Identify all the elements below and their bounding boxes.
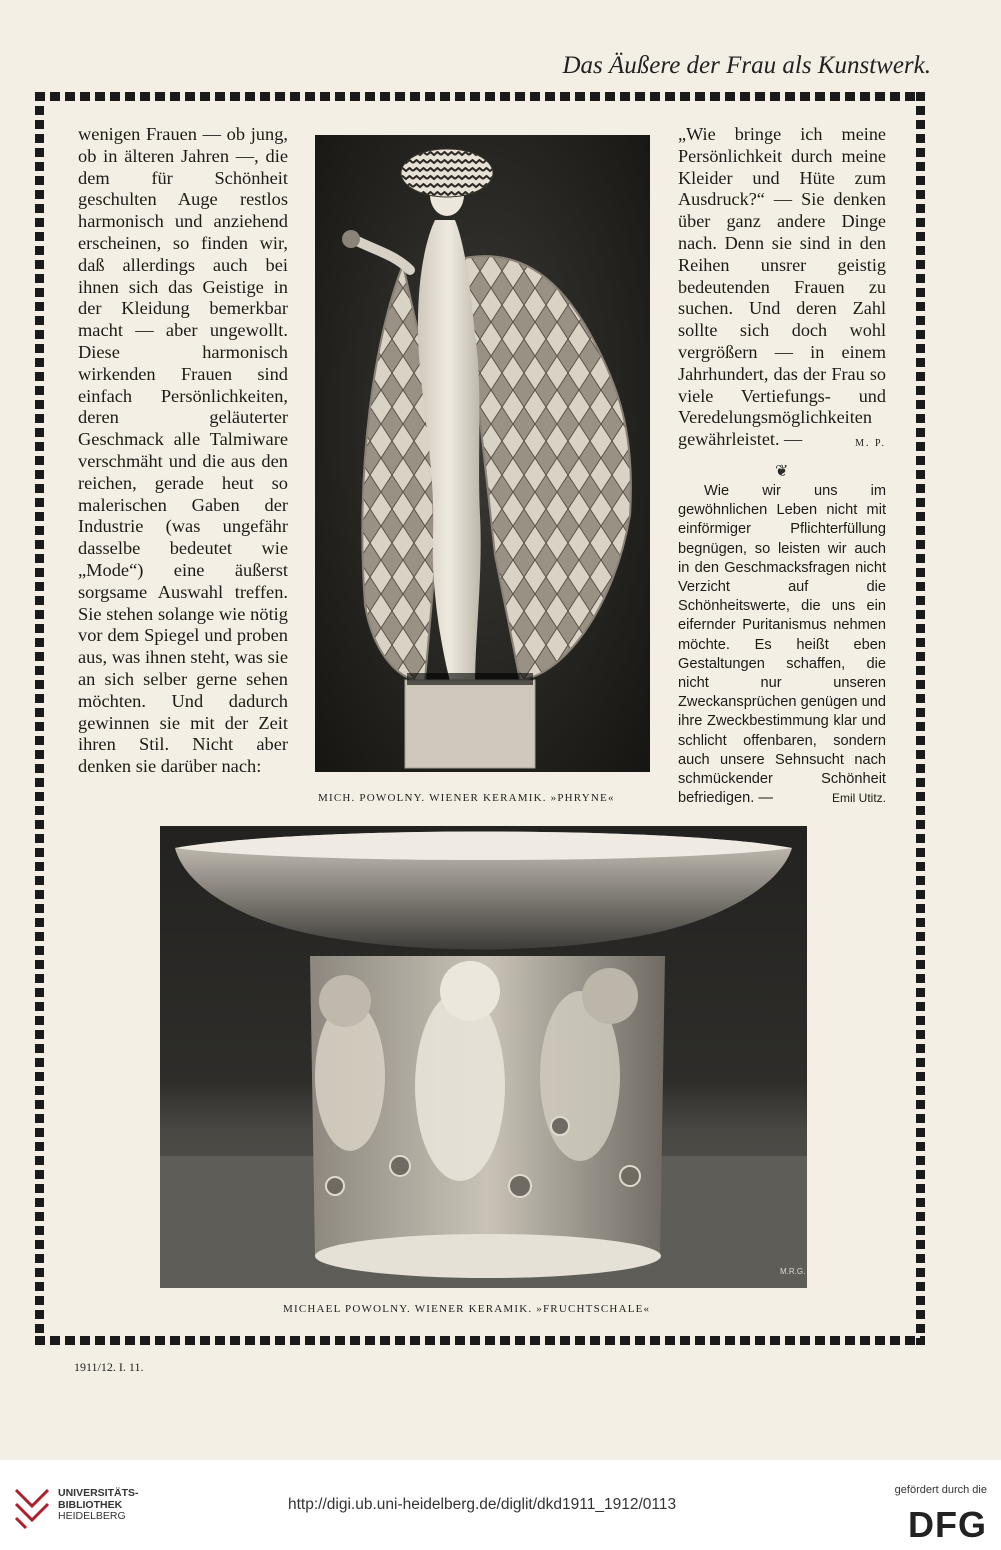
right-column-essay bbox=[678, 482, 886, 808]
permalink-url[interactable]: http://digi.ub.uni-heidelberg.de/diglit/dkd1911_1912/0113 bbox=[288, 1496, 677, 1513]
university-library-logo-icon bbox=[12, 1484, 52, 1530]
border-top bbox=[35, 92, 925, 101]
border-bottom bbox=[35, 1336, 925, 1345]
running-title: Das Äußere der Frau als Kunstwerk. bbox=[562, 52, 931, 79]
right-column-text bbox=[678, 124, 886, 455]
essay-paragraph: Wie wir uns im gewöhnlichen Leben nicht mit einförmiger Pflichterfüllung begnügen, so leisten wir auch in den Geschmacksfragen nicht Verzicht auf die Schönheitswerte, die uns ein eifernder Puritanismus nehmen möchte. Es heißt eben Gestaltungen schaffen, die nicht nur unseren Zweckansprüchen genügen und ihre Zweckbestimmung klar und schlicht offenbaren, sondern auch unsere Sehnsucht nach schmückender Schönheit befriedigen. — bbox=[678, 483, 886, 807]
left-column-text: wenigen Frauen — ob jung, ob in älteren Jahren —, die dem für Schönheit geschulten Auge restlos harmonisch und anziehend erscheinen, so finden wir, daß allerdings auch bei ihnen sich das Geistige in der Kleidung bemerkbar macht — aber ungewollt. Diese harmonisch wirkenden Frauen sind einfach Persönlichkeiten, deren geläuterter Geschmack alle Talmiware verschmäht und die aus den reichen, gerade heut so malerischen Gaben der Industrie (was ungefähr dasselbe bedeutet wie „Mode“) eine äußerst sorgsame Auswahl treffen. Sie stehen solange wie nötig vor dem Spiegel und proben aus, was ihnen steht, was sie an sich selber gerne sehen möchten. Und dadurch gewinnen sie mit der Zeit ihren Stil. Nicht aber denken sie darüber nach: bbox=[78, 124, 288, 777]
photo-phryne-figurine bbox=[315, 135, 650, 772]
funded-by-label: gefördert durch die bbox=[894, 1484, 987, 1496]
author-initials: M. P. bbox=[855, 438, 886, 450]
caption-phryne: MICH. POWOLNY. WIENER KERAMIK. »PHRYNE« bbox=[318, 792, 615, 804]
footer-bar bbox=[0, 1460, 1001, 1550]
photo-fruchtschale bbox=[160, 826, 807, 1288]
engraver-mark: M.R.G. bbox=[780, 1267, 806, 1276]
university-library-name bbox=[58, 1488, 139, 1523]
folio-number: 1911/12. I. 11. bbox=[74, 1360, 144, 1374]
author-signature: Emil Utitz. bbox=[832, 791, 886, 806]
dfg-logo: DFG bbox=[908, 1504, 987, 1545]
border-left bbox=[35, 92, 44, 1345]
library-line-2: BIBLIOTHEK bbox=[58, 1498, 123, 1511]
border-right bbox=[916, 92, 925, 1345]
right-column-paragraph: „Wie bringe ich meine Persönlichkeit durch meine Kleider und Hüte zum Ausdruck?“ — Sie denken über ganz andere Dinge nach. Denn sie sind in den Reihen unsrer geistig bedeutenden Frauen zu suchen. Und deren Zahl sollte sich doch wohl vergrößern — in einem Jahrhundert, das der Frau so viele Vertiefungs- und Veredelungsmöglichkeiten gewährleistet. — bbox=[678, 124, 886, 450]
ornament-icon: ❦ bbox=[775, 461, 789, 480]
library-line-1: UNIVERSITÄTS- bbox=[58, 1487, 139, 1499]
phryne-illustration bbox=[315, 135, 650, 772]
library-line-3: HEIDELBERG bbox=[58, 1510, 126, 1522]
caption-fruchtschale: MICHAEL POWOLNY. WIENER KERAMIK. »FRUCHTSCHALE« bbox=[283, 1303, 651, 1315]
fruchtschale-illustration bbox=[160, 826, 807, 1288]
